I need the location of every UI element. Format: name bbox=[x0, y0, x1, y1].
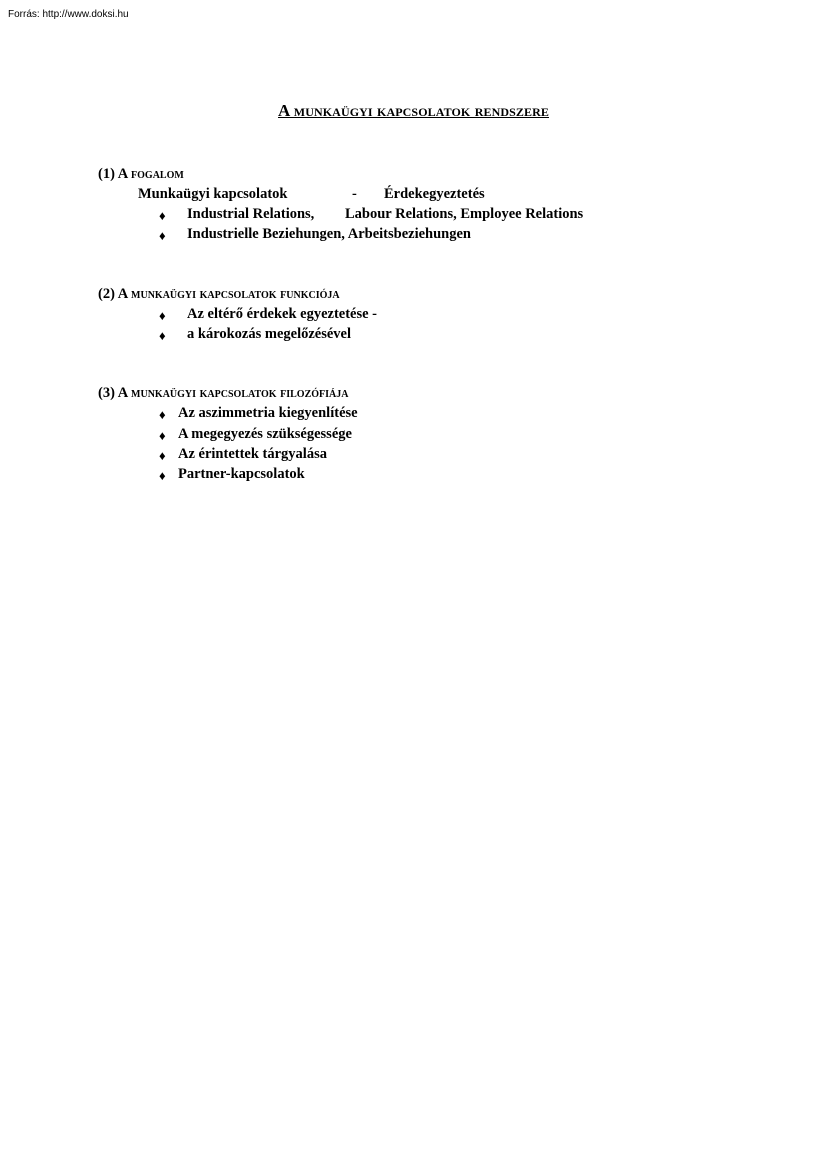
list-item: a károkozás megelőzésével bbox=[187, 326, 352, 342]
list-item: Industrial Relations, bbox=[187, 206, 315, 222]
list-item: Az eltérő érdekek egyeztetése - bbox=[187, 306, 378, 322]
section-1-heading: (1) A fogalom bbox=[98, 166, 184, 182]
bullet-icon: ♦ bbox=[159, 228, 166, 243]
bullet-icon: ♦ bbox=[159, 208, 166, 223]
section-2-heading: (2) A munkaügyi kapcsolatok funkciója bbox=[98, 286, 340, 302]
bullet-icon: ♦ bbox=[159, 308, 166, 323]
bullet-icon: ♦ bbox=[159, 428, 166, 443]
section-3-heading: (3) A munkaügyi kapcsolatok filozófiája bbox=[98, 385, 349, 401]
list-item: Az érintettek tárgyalása bbox=[178, 446, 327, 462]
bullet-icon: ♦ bbox=[159, 328, 166, 343]
term-left: Munkaügyi kapcsolatok bbox=[138, 186, 288, 202]
term-dash: - bbox=[352, 186, 357, 202]
list-item: Industrielle Beziehungen, Arbeitsbeziehungen bbox=[187, 226, 471, 242]
bullet-icon: ♦ bbox=[159, 407, 166, 422]
source-note: Forrás: http://www.doksi.hu bbox=[8, 9, 129, 20]
document-title: A munkaügyi kapcsolatok rendszere bbox=[278, 101, 549, 120]
list-item: Partner-kapcsolatok bbox=[178, 466, 305, 482]
list-item: Labour Relations, Employee Relations bbox=[345, 206, 584, 222]
list-item: Az aszimmetria kiegyenlítése bbox=[178, 405, 358, 421]
bullet-icon: ♦ bbox=[159, 448, 166, 463]
list-item: A megegyezés szükségessége bbox=[178, 426, 352, 442]
bullet-icon: ♦ bbox=[159, 468, 166, 483]
term-right: Érdekegyeztetés bbox=[384, 186, 485, 202]
